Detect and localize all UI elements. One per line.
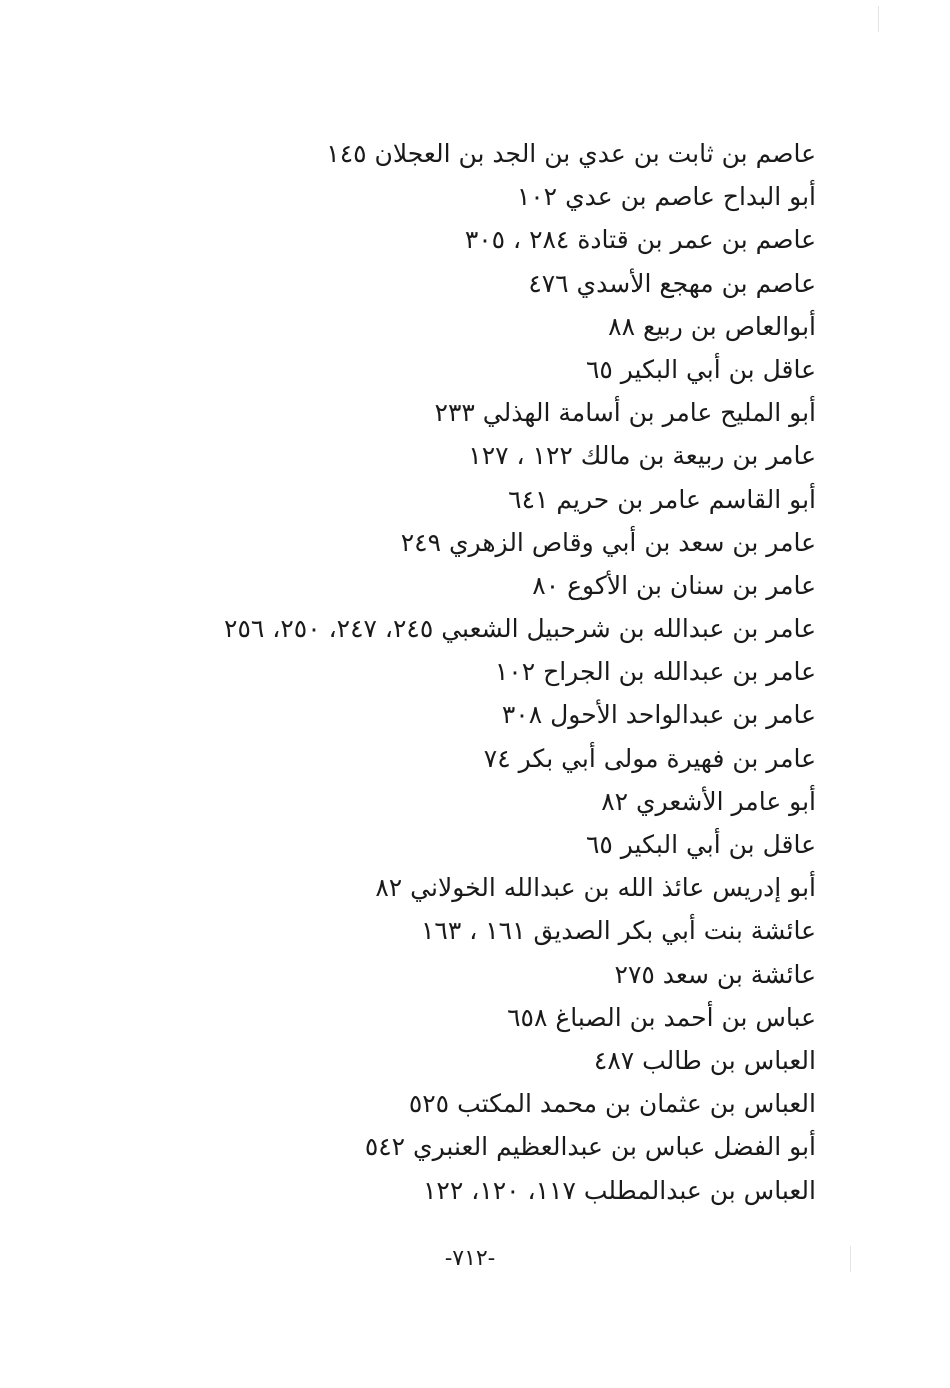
- index-entry: عامر بن عبدالله بن شرحبيل الشعبي ٢٤٥، ٢٤٧، ٢٥٠، ٢٥٦: [224, 614, 816, 644]
- index-entry: عامر بن فهيرة مولى أبي بكر ٧٤: [483, 743, 816, 773]
- index-entry: أبو الفضل عباس بن عبدالعظيم العنبري ٥٤٢: [364, 1132, 816, 1162]
- index-entry: عامر بن سعد بن أبي وقاص الزهري ٢٤٩: [400, 527, 816, 557]
- index-entry: عاصم بن ثابت بن عدي بن الجد بن العجلان ١٤٥: [326, 139, 816, 168]
- index-entry: أبو إدريس عائذ الله بن عبدالله الخولاني ٨٢: [375, 873, 816, 903]
- index-entry: عباس بن أحمد بن الصباغ ٦٥٨: [507, 1002, 816, 1032]
- index-entry: عامر بن سنان بن الأكوع ٨٠: [532, 570, 816, 600]
- index-entry-list: [116, 132, 816, 1212]
- index-entry: عاصم بن مهجع الأسدي ٤٧٦: [528, 268, 816, 298]
- index-entry: أبو المليح عامر بن أسامة الهذلي ٢٣٣: [434, 398, 816, 428]
- index-entry: عاقل بن أبي البكير ٦٥: [585, 354, 816, 384]
- index-entry: عامر بن ربيعة بن مالك ١٢٢ ، ١٢٧: [468, 441, 816, 471]
- index-entry: العباس بن عثمان بن محمد المكتب ٥٢٥: [408, 1089, 816, 1119]
- index-entry: عاقل بن أبي البكير ٦٥: [585, 830, 816, 859]
- index-entry: العباس بن عبدالمطلب ١١٧، ١٢٠، ١٢٢: [423, 1175, 816, 1205]
- index-entry: عامر بن عبدالله بن الجراح ١٠٢: [494, 657, 816, 687]
- index-entry: عائشة بن سعد ٢٧٥: [614, 959, 816, 989]
- index-entry: العباس بن طالب ٤٨٧: [593, 1045, 816, 1075]
- index-entry: عاصم بن عمر بن قتادة ٢٨٤ ، ٣٠٥: [464, 225, 816, 255]
- index-entry: أبو عامر الأشعري ٨٢: [601, 786, 816, 816]
- index-entry: أبوالعاص بن ربيع ٨٨: [608, 311, 816, 341]
- page-number: -٧١٢-: [444, 1246, 496, 1271]
- index-entry: عائشة بنت أبي بكر الصديق ١٦١ ، ١٦٣: [420, 916, 816, 946]
- index-entry: عامر بن عبدالواحد الأحول ٣٠٨: [501, 700, 816, 730]
- index-entry: أبو البداح عاصم بن عدي ١٠٢: [516, 182, 816, 212]
- index-entry: أبو القاسم عامر بن حريم ٦٤١: [508, 484, 816, 514]
- scan-edge-mark-top: [878, 6, 879, 32]
